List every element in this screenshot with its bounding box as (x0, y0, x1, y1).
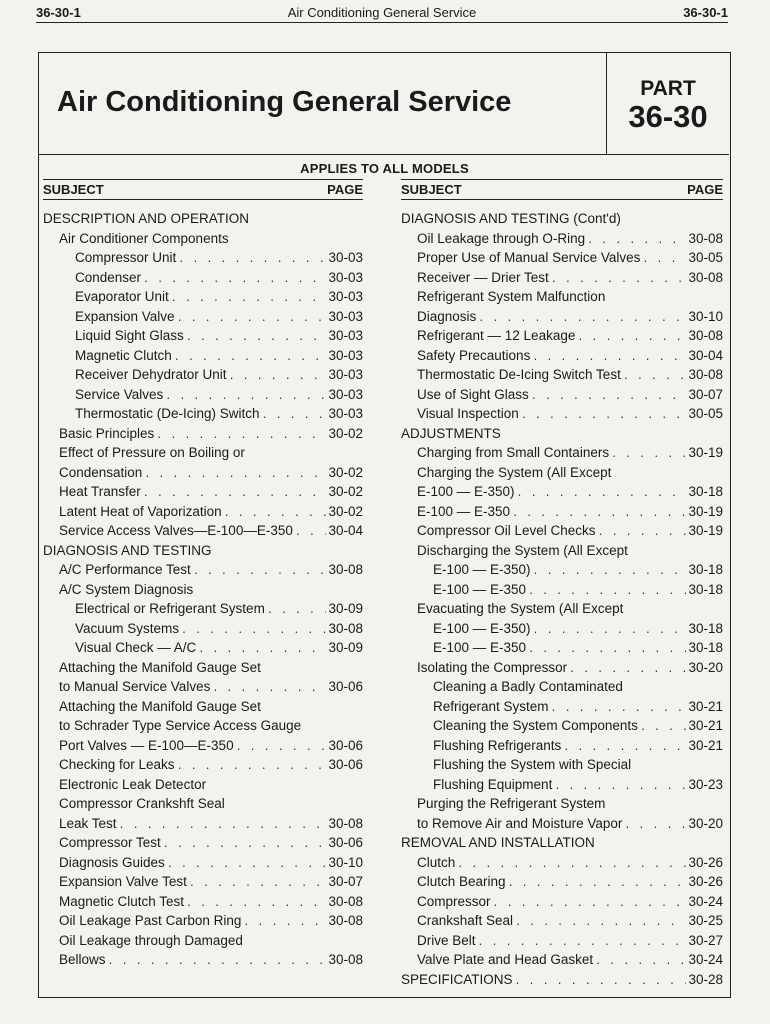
dot-leader (186, 328, 327, 346)
entry-page: 30-08 (328, 562, 363, 577)
entry-subject: Service Valves (75, 386, 164, 402)
entry-subject: Electronic Leak Detector (59, 776, 207, 792)
dot-leader (508, 874, 687, 892)
toc-entry (43, 482, 363, 502)
entry-page: 30-02 (328, 464, 363, 480)
dot-leader (611, 445, 686, 463)
entry-subject: Compressor (417, 893, 491, 909)
toc-entry (401, 619, 723, 639)
entry-subject: Visual Inspection (417, 406, 519, 421)
entry-subject: Receiver Dehydrator Unit (75, 367, 227, 382)
toc-entry (401, 697, 723, 717)
entry-subject: DIAGNOSIS AND TESTING (Cont'd) (401, 211, 621, 226)
dot-leader (156, 426, 326, 444)
entry-subject: Oil Leakage through Damaged (59, 932, 243, 948)
toc-entry (401, 931, 723, 951)
dot-leader (532, 348, 686, 366)
entry-page: 30-18 (688, 562, 723, 577)
toc-entry (43, 950, 363, 970)
entry-subject: E-100 — E-350 (433, 581, 527, 597)
entry-subject: Diagnosis (417, 308, 477, 324)
entry-page: 30-27 (688, 932, 723, 948)
entry-subject: Proper Use of Manual Service Valves (417, 250, 641, 265)
dot-leader (528, 640, 686, 658)
toc-entry (43, 833, 363, 853)
subject-header: SUBJECT (401, 182, 462, 197)
toc-entry (401, 794, 723, 814)
toc-entry (43, 326, 363, 346)
entry-subject: Flushing the System with Special (433, 757, 632, 772)
entry-subject: Checking for Leaks (59, 757, 175, 772)
toc-entry (43, 853, 363, 873)
entry-subject: A/C Performance Test (59, 562, 191, 577)
toc-entry (43, 677, 363, 697)
toc-entry (401, 599, 723, 619)
entry-page: 30-05 (688, 250, 723, 265)
toc-entry (401, 268, 723, 288)
dot-leader (177, 309, 327, 327)
entry-page: 30-18 (688, 620, 723, 636)
toc-entry (401, 833, 723, 853)
toc-entry (401, 404, 723, 424)
toc-entry (43, 560, 363, 580)
column-header (43, 179, 363, 200)
entry-subject: DESCRIPTION AND OPERATION (43, 211, 250, 226)
dot-leader (236, 738, 327, 756)
dot-leader (531, 387, 687, 405)
dot-leader (493, 894, 687, 912)
entry-page: 30-06 (328, 757, 363, 772)
entry-subject: ADJUSTMENTS (401, 425, 501, 441)
toc-entry (43, 268, 363, 288)
entry-subject: E-100 — E-350) (433, 620, 531, 636)
toc-entry (43, 365, 363, 385)
page-header: PAGE (687, 182, 723, 197)
toc-entry (43, 424, 363, 444)
entry-page: 30-07 (688, 386, 723, 402)
entry-subject: Expansion Valve (75, 308, 175, 324)
toc-entry (43, 385, 363, 405)
toc-entry (43, 794, 363, 814)
toc-entry (43, 619, 363, 639)
page-number-right: 36-30-1 (683, 5, 728, 20)
entry-subject: Discharging the System (All Except (417, 542, 628, 558)
dot-leader (181, 621, 326, 639)
dot-leader (533, 621, 687, 639)
entry-subject: Heat Transfer (59, 484, 141, 499)
entry-page: 30-03 (328, 386, 363, 402)
toc-entry (43, 658, 363, 678)
subject-header: SUBJECT (43, 182, 104, 197)
toc-entry (401, 872, 723, 892)
entry-subject: Safety Precautions (417, 347, 531, 363)
entry-page: 30-18 (688, 581, 723, 597)
toc-entry (401, 950, 723, 970)
toc-entry (43, 775, 363, 795)
entry-subject: to Schrader Type Service Access Gauge (59, 718, 302, 733)
part-label: PART (640, 77, 696, 100)
dot-leader (144, 465, 326, 483)
toc-entry (401, 560, 723, 580)
page-header: PAGE (327, 182, 363, 197)
dot-leader (554, 777, 686, 795)
dot-leader (640, 718, 687, 736)
toc-entry (43, 443, 363, 463)
entry-subject: Vacuum Systems (75, 620, 180, 636)
entry-page: 30-08 (688, 367, 723, 382)
entry-subject: REMOVAL AND INSTALLATION (401, 835, 595, 850)
entry-page: 30-21 (688, 737, 723, 753)
toc-entry (401, 248, 723, 268)
toc-entry (401, 229, 723, 249)
toc-entry (43, 541, 363, 561)
toc-entry (401, 892, 723, 912)
toc-entry (43, 463, 363, 483)
dot-leader (528, 582, 686, 600)
toc-entry (401, 385, 723, 405)
toc-entry (401, 775, 723, 795)
entry-page: 30-07 (328, 874, 363, 889)
toc-entry (401, 638, 723, 658)
title-box (39, 53, 607, 155)
entry-page: 30-25 (688, 913, 723, 928)
dot-leader (577, 328, 686, 346)
entry-subject: Bellows (59, 952, 106, 967)
dot-leader (624, 816, 686, 834)
entry-subject: Leak Test (59, 815, 117, 831)
dot-leader (533, 562, 687, 580)
entry-subject: Refrigerant — 12 Leakage (417, 328, 576, 343)
dot-leader (163, 835, 327, 853)
entry-subject: Electrical or Refrigerant System (75, 601, 265, 616)
dot-leader (165, 387, 326, 405)
entry-subject: Magnetic Clutch Test (59, 893, 185, 909)
entry-subject: SPECIFICATIONS (401, 971, 513, 987)
entry-subject: Use of Sight Glass (417, 386, 529, 402)
entry-subject: Receiver — Drier Test (417, 269, 549, 285)
dot-leader (295, 523, 327, 541)
entry-page: 30-08 (688, 230, 723, 246)
toc-entry (401, 365, 723, 385)
entry-page: 30-21 (688, 698, 723, 714)
dot-leader (457, 855, 686, 873)
entry-subject: DIAGNOSIS AND TESTING (43, 542, 212, 558)
dot-leader (512, 504, 686, 522)
entry-page: 30-19 (688, 503, 723, 519)
toc-entry (43, 697, 363, 717)
toc-entry (43, 346, 363, 366)
entry-page: 30-08 (328, 893, 363, 909)
dot-leader (212, 679, 326, 697)
entry-subject: Air Conditioner Components (59, 230, 229, 246)
entry-page: 30-24 (688, 952, 723, 967)
entry-subject: Oil Leakage through O-Ring (417, 230, 586, 246)
toc-entry (401, 521, 723, 541)
contents-column-left (43, 179, 363, 970)
entry-page: 30-06 (328, 679, 363, 694)
entry-subject: Compressor Test (59, 835, 161, 850)
dot-leader (108, 952, 327, 970)
entry-subject: Condensation (59, 464, 143, 480)
toc-entry (43, 229, 363, 249)
entry-page: 30-10 (688, 308, 723, 324)
toc-entry (43, 716, 363, 736)
entry-subject: Purging the Refrigerant System (417, 796, 606, 811)
entry-page: 30-04 (688, 347, 723, 363)
entry-subject: Cleaning a Badly Contaminated (433, 679, 623, 694)
column-header (401, 179, 723, 200)
entry-subject: Effect of Pressure on Boiling or (59, 445, 245, 460)
dot-leader (569, 660, 686, 678)
entry-list (43, 209, 363, 970)
dot-leader (178, 250, 326, 268)
entry-subject: Refrigerant System Malfunction (417, 289, 606, 304)
entry-page: 30-03 (328, 367, 363, 382)
entry-page: 30-21 (688, 718, 723, 733)
toc-entry (401, 677, 723, 697)
entry-page: 30-02 (328, 503, 363, 519)
dot-leader (243, 913, 326, 931)
toc-entry (401, 716, 723, 736)
dot-leader (478, 309, 686, 327)
dot-leader (642, 250, 686, 268)
entry-page: 30-03 (328, 308, 363, 324)
entry-subject: Oil Leakage Past Carbon Ring (59, 913, 242, 928)
toc-entry (401, 463, 723, 483)
entry-page: 30-02 (328, 484, 363, 499)
entry-page: 30-19 (688, 445, 723, 460)
entry-page: 30-26 (688, 874, 723, 889)
entry-subject: E-100 — E-350) (417, 484, 515, 499)
toc-entry (401, 814, 723, 834)
toc-entry (43, 248, 363, 268)
entry-page: 30-03 (328, 250, 363, 265)
toc-entry (43, 638, 363, 658)
running-head-title: Air Conditioning General Service (287, 5, 477, 20)
entry-page: 30-04 (328, 523, 363, 538)
toc-entry (401, 658, 723, 678)
entry-subject: Diagnosis Guides (59, 854, 165, 870)
dot-leader (198, 640, 326, 658)
toc-entry (43, 209, 363, 229)
dot-leader (517, 484, 687, 502)
entry-subject: Attaching the Manifold Gauge Set (59, 659, 261, 675)
toc-entry (401, 755, 723, 775)
entry-page: 30-06 (328, 835, 363, 850)
toc-entry (401, 424, 723, 444)
toc-entry (401, 209, 723, 229)
entry-page: 30-05 (688, 406, 723, 421)
dot-leader (563, 738, 686, 756)
entry-subject: Clutch (417, 854, 456, 870)
dot-leader (551, 699, 687, 717)
entry-subject: E-100 — E-350 (433, 640, 527, 655)
entry-subject: Evaporator Unit (75, 289, 169, 304)
toc-entry (401, 346, 723, 366)
dot-leader (587, 231, 686, 249)
entry-subject: Thermostatic De-Icing Switch Test (417, 367, 621, 382)
dot-leader (229, 367, 327, 385)
entry-page: 30-19 (688, 523, 723, 538)
entry-subject: E-100 — E-350 (417, 503, 511, 519)
dot-leader (515, 972, 687, 990)
entry-subject: Thermostatic (De-Icing) Switch (75, 406, 260, 421)
dot-leader (521, 406, 687, 424)
toc-entry (401, 443, 723, 463)
entry-list (401, 209, 723, 989)
dot-leader (186, 894, 326, 912)
entry-subject: Crankshaft Seal (417, 913, 514, 928)
dot-leader (623, 367, 687, 385)
entry-subject: Flushing Equipment (433, 776, 553, 792)
applies-to-label: APPLIES TO ALL MODELS (300, 161, 469, 176)
dot-leader (171, 289, 327, 307)
section-title: Air Conditioning General Service (57, 86, 512, 118)
entry-page: 30-20 (688, 815, 723, 831)
dot-leader (515, 913, 686, 931)
entry-page: 30-09 (328, 640, 363, 655)
toc-entry (43, 872, 363, 892)
entry-subject: Cleaning the System Components (433, 718, 638, 733)
toc-entry (43, 580, 363, 600)
dot-leader (193, 562, 327, 580)
toc-entry (43, 307, 363, 327)
entry-subject: Condenser (75, 269, 142, 285)
entry-page: 30-02 (328, 425, 363, 441)
dot-leader (167, 855, 327, 873)
dot-leader (267, 601, 327, 619)
page-number-left: 36-30-1 (36, 5, 81, 20)
entry-page: 30-24 (688, 893, 723, 909)
toc-entry (43, 599, 363, 619)
dot-leader (262, 406, 327, 424)
toc-entry (43, 931, 363, 951)
entry-subject: Charging the System (All Except (417, 464, 612, 480)
toc-entry (401, 287, 723, 307)
entry-subject: Valve Plate and Head Gasket (417, 952, 594, 967)
part-number: 36-30 (628, 99, 708, 134)
part-box (607, 53, 729, 155)
entry-subject: to Manual Service Valves (59, 679, 211, 694)
entry-subject: Attaching the Manifold Gauge Set (59, 698, 261, 714)
dot-leader (143, 270, 326, 288)
toc-entry (43, 521, 363, 541)
entry-page: 30-26 (688, 854, 723, 870)
dot-leader (598, 523, 687, 541)
contents-column-right (401, 179, 723, 989)
toc-entry (401, 580, 723, 600)
toc-entry (401, 482, 723, 502)
toc-entry (401, 307, 723, 327)
toc-entry (43, 814, 363, 834)
entry-page: 30-08 (688, 269, 723, 285)
toc-entry (43, 755, 363, 775)
entry-subject: Service Access Valves—E-100—E-350 (59, 523, 293, 538)
entry-page: 30-08 (328, 620, 363, 636)
running-head (36, 4, 728, 23)
toc-entry (401, 502, 723, 522)
toc-entry (401, 541, 723, 561)
entry-subject: Basic Principles (59, 425, 155, 441)
entry-page: 30-20 (688, 659, 723, 675)
entry-page: 30-03 (328, 406, 363, 421)
entry-subject: Charging from Small Containers (417, 445, 610, 460)
toc-entry (401, 970, 723, 990)
dot-leader (189, 874, 327, 892)
entry-page: 30-09 (328, 601, 363, 616)
dot-leader (143, 484, 327, 502)
entry-subject: Evacuating the System (All Except (417, 601, 624, 616)
entry-subject: Compressor Crankshft Seal (59, 796, 225, 811)
entry-page: 30-28 (688, 971, 723, 987)
dot-leader (478, 933, 687, 951)
entry-page: 30-08 (688, 328, 723, 343)
dot-leader (177, 757, 327, 775)
dot-leader (119, 816, 327, 834)
entry-subject: Drive Belt (417, 932, 476, 948)
entry-subject: Expansion Valve Test (59, 874, 187, 889)
toc-entry (401, 853, 723, 873)
entry-subject: Flushing Refrigerants (433, 737, 562, 753)
entry-subject: Magnetic Clutch (75, 347, 172, 363)
entry-subject: to Remove Air and Moisture Vapor (417, 815, 623, 831)
toc-entry (43, 404, 363, 424)
dot-leader (595, 952, 686, 970)
entry-page: 30-18 (688, 484, 723, 499)
entry-subject: Latent Heat of Vaporization (59, 503, 222, 519)
entry-page: 30-08 (328, 952, 363, 967)
entry-page: 30-18 (688, 640, 723, 655)
toc-entry (401, 911, 723, 931)
toc-entry (43, 287, 363, 307)
toc-entry (43, 502, 363, 522)
dot-leader (551, 270, 687, 288)
entry-page: 30-03 (328, 289, 363, 304)
entry-subject: Port Valves — E-100—E-350 (59, 737, 234, 753)
toc-entry (43, 736, 363, 756)
entry-subject: E-100 — E-350) (433, 562, 531, 577)
entry-page: 30-03 (328, 328, 363, 343)
entry-subject: Visual Check — A/C (75, 640, 197, 655)
entry-subject: Refrigerant System (433, 698, 549, 714)
entry-page: 30-06 (328, 737, 363, 753)
dot-leader (174, 348, 327, 366)
entry-page: 30-03 (328, 269, 363, 285)
toc-entry (43, 911, 363, 931)
entry-subject: Compressor Oil Level Checks (417, 523, 596, 538)
entry-subject: Compressor Unit (75, 250, 177, 265)
entry-page: 30-10 (328, 854, 363, 870)
entry-page: 30-23 (688, 776, 723, 792)
entry-page: 30-08 (328, 913, 363, 928)
contents-frame (38, 52, 731, 998)
entry-subject: A/C System Diagnosis (59, 581, 194, 597)
entry-subject: Clutch Bearing (417, 874, 506, 889)
entry-subject: Isolating the Compressor (417, 659, 568, 675)
toc-entry (401, 736, 723, 756)
entry-subject: Liquid Sight Glass (75, 328, 184, 343)
toc-entry (43, 892, 363, 912)
entry-page: 30-08 (328, 815, 363, 831)
entry-page: 30-03 (328, 347, 363, 363)
dot-leader (224, 504, 327, 522)
toc-entry (401, 326, 723, 346)
